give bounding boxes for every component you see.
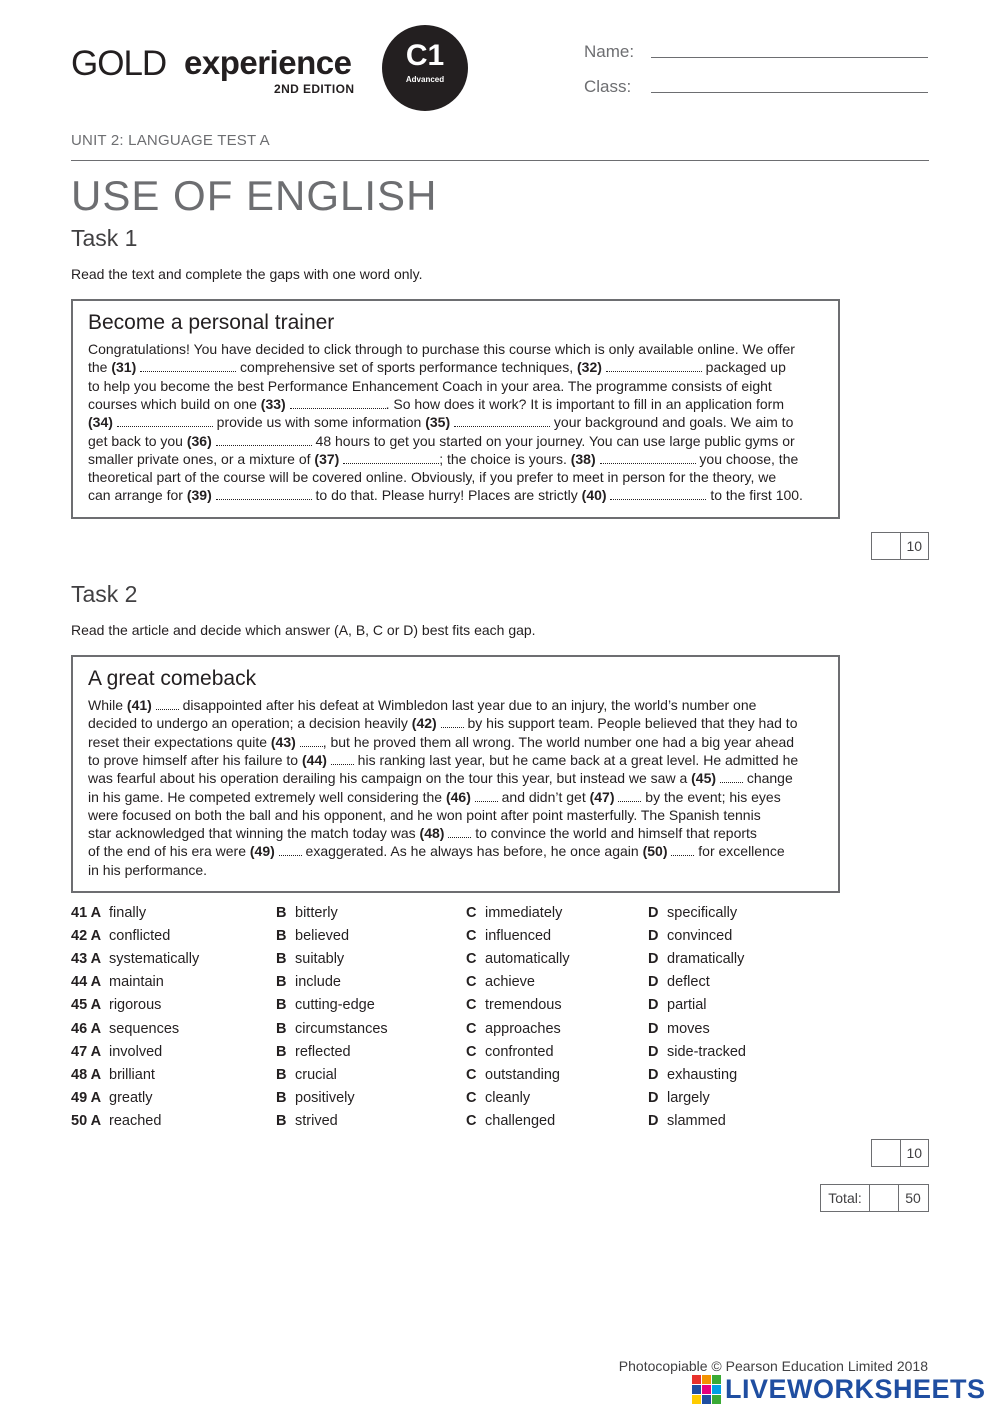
- gap-number: (33): [260, 395, 290, 412]
- task2-passage-line: [88, 843, 785, 859]
- option-a[interactable]: finally: [109, 905, 147, 921]
- option-d[interactable]: [648, 1021, 710, 1037]
- option-letter: D: [648, 997, 659, 1014]
- option-label: [71, 951, 101, 967]
- option-word: specifically: [667, 905, 738, 921]
- passage-text: in his game. He competed extremely well considering the: [88, 788, 446, 805]
- option-letter: B: [276, 928, 287, 945]
- task2-score-max: 10: [900, 1140, 929, 1166]
- option-d[interactable]: [648, 974, 710, 990]
- option-word: exhausting: [667, 1066, 738, 1083]
- option-letter: B: [276, 905, 287, 921]
- task1-passage-line: [88, 341, 795, 357]
- gap-blank[interactable]: [343, 452, 439, 464]
- passage-text: to do that. Please hurry! Places are strictly: [311, 487, 582, 504]
- passage-text: decided to undergo an operation; a decision heavily: [88, 715, 412, 732]
- option-number: 46 A: [71, 1020, 102, 1037]
- option-letter: B: [276, 997, 287, 1014]
- option-a[interactable]: greatly: [109, 1089, 153, 1106]
- liveworksheets-logo-icon: [692, 1375, 721, 1404]
- gap-blank[interactable]: [475, 790, 498, 802]
- logo-block: [692, 1385, 701, 1394]
- option-a[interactable]: sequences: [109, 1020, 180, 1037]
- passage-text: comprehensive set of sports performance techniques,: [236, 359, 577, 376]
- gap-number: (50): [642, 843, 672, 860]
- gap-blank[interactable]: [610, 488, 706, 500]
- option-a[interactable]: brilliant: [109, 1066, 155, 1083]
- option-letter: B: [276, 951, 287, 968]
- option-b[interactable]: [276, 1113, 338, 1129]
- option-b[interactable]: [276, 974, 341, 990]
- option-letter: B: [276, 974, 287, 991]
- option-c[interactable]: [466, 928, 551, 944]
- level-code: C1: [405, 39, 445, 72]
- logo-block: [702, 1385, 711, 1394]
- option-b[interactable]: [276, 951, 344, 967]
- option-word: deflect: [667, 974, 710, 991]
- option-word: bitterly: [295, 905, 338, 921]
- logo-gold: GOLD: [71, 44, 167, 83]
- option-label: [71, 1090, 101, 1106]
- logo-edition: 2ND EDITION: [274, 82, 355, 96]
- option-c[interactable]: [466, 997, 562, 1013]
- passage-text: packaged up: [701, 359, 786, 376]
- gap-blank[interactable]: [300, 735, 323, 747]
- option-letter: C: [466, 1089, 477, 1106]
- liveworksheets-watermark: [692, 1374, 986, 1405]
- gap-blank[interactable]: [140, 360, 236, 372]
- task1-title: Task 1: [71, 225, 138, 251]
- option-word: partial: [667, 997, 707, 1014]
- level-name: Advanced: [405, 75, 445, 84]
- option-word: strived: [295, 1112, 338, 1129]
- option-c[interactable]: [466, 1113, 555, 1129]
- option-c[interactable]: [466, 1090, 530, 1106]
- option-word: moves: [667, 1020, 710, 1037]
- option-letter: B: [276, 1020, 287, 1037]
- option-c[interactable]: [466, 905, 562, 921]
- option-word: influenced: [485, 928, 552, 945]
- task1-passage-line: [88, 451, 798, 467]
- task1-passage-line: [88, 487, 803, 503]
- option-letter: D: [648, 1020, 659, 1037]
- gap-number: (47): [589, 788, 619, 805]
- passage-text: can arrange for: [88, 487, 187, 504]
- passage-text: disappointed after his defeat at Wimbledon last year due to an injury, the world’s number one: [178, 697, 757, 713]
- option-word: side-tracked: [667, 1043, 746, 1060]
- task2-title: Task 2: [71, 581, 138, 607]
- option-word: approaches: [485, 1020, 561, 1037]
- task2-passage-line: [88, 807, 761, 823]
- option-b[interactable]: [276, 928, 349, 944]
- gap-number: (41): [126, 697, 156, 713]
- passage-text: you choose, the: [695, 450, 799, 467]
- gap-blank[interactable]: [216, 488, 312, 500]
- passage-text: by his support team. People believed that they had to: [463, 715, 798, 732]
- task2-passage-line: [88, 789, 781, 805]
- option-number: 47 A: [71, 1043, 102, 1060]
- passage-text: in his performance.: [88, 861, 208, 878]
- option-b[interactable]: [276, 1090, 355, 1106]
- header-divider: [71, 160, 929, 161]
- gap-number: (31): [111, 359, 141, 376]
- option-number: 45 A: [71, 997, 102, 1014]
- gap-blank[interactable]: [720, 771, 743, 783]
- total-score-max: 50: [898, 1185, 927, 1211]
- gap-number: (38): [570, 450, 600, 467]
- gap-number: (35): [425, 414, 455, 431]
- passage-text: While: [88, 697, 127, 713]
- gap-number: (44): [302, 751, 331, 768]
- passage-text: star acknowledged that winning the match today was: [88, 825, 420, 842]
- logo-block: [712, 1395, 721, 1404]
- option-label: [71, 1113, 101, 1129]
- total-score-box: [820, 1184, 929, 1212]
- option-d[interactable]: [648, 951, 744, 967]
- option-word: cleanly: [485, 1089, 531, 1106]
- gap-number: (36): [186, 432, 216, 449]
- task1-score-input[interactable]: [872, 533, 900, 559]
- gap-blank[interactable]: [671, 844, 694, 856]
- option-number: 44 A: [71, 974, 102, 991]
- option-word: convinced: [667, 928, 733, 945]
- passage-text: was fearful about his operation derailing his campaign on the tour this year, but instead we saw a: [88, 770, 692, 787]
- option-word: slammed: [667, 1112, 726, 1129]
- gap-number: (42): [411, 715, 441, 732]
- passage-text: provide us with some information: [212, 414, 426, 431]
- option-number: 49 A: [71, 1089, 102, 1106]
- option-label: [71, 1021, 101, 1037]
- name-label: Name:: [584, 42, 635, 61]
- task1-passage-line: [88, 433, 795, 449]
- section-title: USE OF ENGLISH: [71, 172, 438, 219]
- gap-blank[interactable]: [216, 434, 312, 446]
- logo-block: [712, 1375, 721, 1384]
- gap-blank[interactable]: [279, 844, 302, 856]
- option-label: [71, 974, 101, 990]
- option-b[interactable]: [276, 997, 375, 1013]
- option-letter: C: [466, 928, 477, 945]
- gap-number: (40): [581, 487, 611, 504]
- option-number: 48 A: [71, 1066, 102, 1083]
- option-letter: C: [466, 951, 477, 968]
- logo-block: [692, 1395, 701, 1404]
- option-word: crucial: [295, 1066, 337, 1083]
- task2-passage-line: [88, 862, 207, 878]
- task1-score-box: [871, 532, 929, 560]
- passage-text: to prove himself after his failure to: [88, 751, 302, 768]
- option-a[interactable]: reached: [109, 1112, 162, 1129]
- task2-passage-line: [88, 715, 797, 731]
- task1-text-box: [71, 299, 840, 519]
- option-word: believed: [295, 928, 350, 945]
- option-letter: D: [648, 1043, 659, 1060]
- option-word: reflected: [295, 1043, 351, 1060]
- option-letter: B: [276, 1043, 287, 1060]
- class-label: Class:: [584, 77, 632, 96]
- gap-number: (43): [270, 733, 300, 750]
- level-badge: [382, 25, 468, 111]
- option-a[interactable]: systematically: [109, 951, 200, 968]
- passage-text: to the first 100.: [706, 487, 803, 504]
- passage-text: of the end of his era were: [88, 843, 250, 860]
- option-c[interactable]: [466, 951, 570, 967]
- option-word: automatically: [485, 951, 570, 968]
- option-letter: C: [466, 997, 477, 1014]
- passage-text: change: [742, 770, 793, 787]
- option-word: cutting-edge: [295, 997, 375, 1014]
- gap-number: (39): [186, 487, 216, 504]
- passage-text: to help you become the best Performance Enhancement Coach in your area. The programme consists of eight: [88, 377, 772, 394]
- unit-label: UNIT 2: LANGUAGE TEST A: [71, 132, 270, 149]
- task2-score-input[interactable]: [872, 1140, 900, 1166]
- task2-passage-line: [88, 697, 756, 713]
- passage-text: exaggerated. As he always has before, he once again: [301, 843, 643, 860]
- logo-block: [692, 1375, 701, 1384]
- total-score-input[interactable]: [869, 1185, 898, 1211]
- task2-instruction: Read the article and decide which answer (A, B, C or D) best fits each gap.: [71, 622, 536, 638]
- task2-text-box: [71, 655, 840, 893]
- gap-blank[interactable]: [606, 360, 702, 372]
- option-letter: C: [466, 905, 477, 921]
- option-letter: D: [648, 1112, 659, 1129]
- passage-text: theoretical part of the course will be covered online. Obviously, if you prefer to meet in person for the theory, we: [88, 469, 777, 486]
- option-letter: D: [648, 1066, 659, 1083]
- passage-text: Congratulations! You have decided to click through to purchase this course which is only available online. We offer: [88, 341, 795, 357]
- passage-text: courses which build on one: [88, 395, 261, 412]
- passage-text: the: [88, 359, 112, 376]
- gap-blank[interactable]: [117, 415, 213, 427]
- option-number: 43 A: [71, 951, 102, 968]
- option-label: [71, 1044, 101, 1060]
- option-letter: D: [648, 951, 659, 968]
- option-letter: D: [648, 1089, 659, 1106]
- gap-number: (32): [577, 359, 606, 376]
- option-number: 50 A: [71, 1112, 102, 1129]
- option-letter: B: [276, 1089, 287, 1106]
- gap-number: (49): [249, 843, 279, 860]
- task2-score-box: [871, 1139, 929, 1167]
- option-letter: C: [466, 1043, 477, 1060]
- option-d[interactable]: [648, 928, 732, 944]
- option-word: include: [295, 974, 341, 991]
- gap-number: (45): [691, 770, 720, 787]
- task1-passage-line: [88, 414, 793, 430]
- passage-text: . So how does it work? It is important to fill in an application form: [385, 395, 784, 412]
- name-field[interactable]: [651, 57, 928, 58]
- option-a[interactable]: conflicted: [109, 928, 171, 945]
- option-d[interactable]: [648, 1113, 726, 1129]
- option-d[interactable]: [648, 905, 737, 921]
- passage-text: 48 hours to get you started on your journey. You can use large public gyms or: [311, 432, 795, 449]
- option-c[interactable]: [466, 974, 535, 990]
- option-letter: D: [648, 905, 659, 921]
- option-c[interactable]: [466, 1044, 554, 1060]
- passage-text: reset their expectations quite: [88, 733, 271, 750]
- gap-blank[interactable]: [156, 698, 179, 710]
- copyright: Photocopiable © Pearson Education Limited 2018: [618, 1358, 928, 1374]
- option-word: challenged: [485, 1112, 556, 1129]
- gap-blank[interactable]: [618, 790, 641, 802]
- task1-instruction: Read the text and complete the gaps with one word only.: [71, 266, 423, 282]
- task2-passage-line: [88, 734, 794, 750]
- option-b[interactable]: [276, 905, 338, 921]
- option-word: confronted: [485, 1043, 554, 1060]
- gap-number: (48): [419, 825, 449, 842]
- task1-passage-line: [88, 396, 784, 412]
- option-word: outstanding: [485, 1066, 560, 1083]
- task1-box-title: Become a personal trainer: [88, 311, 335, 334]
- task1-passage-line: [88, 359, 786, 375]
- passage-text: your background and goals. We aim to: [550, 414, 794, 431]
- option-number: 41 A: [71, 905, 102, 921]
- option-letter: B: [276, 1066, 287, 1083]
- passage-text: ; the choice is yours.: [439, 450, 571, 467]
- option-word: tremendous: [485, 997, 562, 1014]
- option-c[interactable]: [466, 1021, 561, 1037]
- option-letter: C: [466, 1066, 477, 1083]
- task1-score-max: 10: [900, 533, 929, 559]
- task1-passage-line: [88, 469, 776, 485]
- gap-number: (34): [88, 414, 117, 431]
- option-word: dramatically: [667, 951, 745, 968]
- passage-text: were focused on both the ball and his opponent, and he won point after point masterfully. The Spanish tennis: [88, 806, 761, 823]
- option-label: [71, 928, 101, 944]
- option-label: [71, 1067, 101, 1083]
- gap-blank[interactable]: [290, 397, 386, 409]
- task2-passage-line: [88, 752, 798, 768]
- gap-blank[interactable]: [331, 753, 354, 765]
- task2-passage-line: [88, 825, 757, 841]
- option-c[interactable]: [466, 1067, 560, 1083]
- logo-block: [712, 1385, 721, 1394]
- liveworksheets-text: LIVEWORKSHEETS: [725, 1374, 986, 1404]
- option-word: suitably: [295, 951, 345, 968]
- option-word: achieve: [485, 974, 535, 991]
- option-a[interactable]: involved: [109, 1043, 163, 1060]
- option-a[interactable]: maintain: [109, 974, 164, 991]
- gap-blank[interactable]: [454, 415, 550, 427]
- gap-blank[interactable]: [441, 716, 464, 728]
- gap-blank[interactable]: [448, 826, 471, 838]
- logo-block: [702, 1375, 711, 1384]
- option-label: [71, 905, 101, 921]
- passage-text: by the event; his eyes: [641, 788, 781, 805]
- task2-passage-line: [88, 770, 793, 786]
- option-b[interactable]: [276, 1067, 337, 1083]
- passage-text: for excellence: [694, 843, 785, 860]
- passage-text: smaller private ones, or a mixture of: [88, 450, 315, 467]
- passage-text: his ranking last year, but he came back at a great level. He admitted he: [353, 751, 799, 768]
- total-label: Total:: [828, 1190, 862, 1206]
- option-d[interactable]: [648, 1090, 710, 1106]
- gap-number: (37): [314, 450, 344, 467]
- option-word: positively: [295, 1089, 355, 1106]
- option-word: largely: [667, 1089, 710, 1106]
- option-word: immediately: [485, 905, 563, 921]
- logo-experience: experience: [184, 44, 352, 81]
- option-letter: B: [276, 1112, 287, 1129]
- gap-number: (46): [445, 788, 475, 805]
- task1-passage-line: [88, 378, 772, 394]
- option-letter: C: [466, 1112, 477, 1129]
- passage-text: to convince the world and himself that reports: [471, 825, 757, 842]
- option-letter: C: [466, 1020, 477, 1037]
- option-letter: C: [466, 974, 477, 991]
- option-d[interactable]: [648, 997, 707, 1013]
- passage-text: get back to you: [88, 432, 187, 449]
- gap-blank[interactable]: [600, 452, 696, 464]
- option-letter: D: [648, 928, 659, 945]
- option-b[interactable]: [276, 1021, 388, 1037]
- option-d[interactable]: [648, 1067, 737, 1083]
- passage-text: and didn’t get: [497, 788, 590, 805]
- option-d[interactable]: [648, 1044, 746, 1060]
- option-letter: D: [648, 974, 659, 991]
- class-field[interactable]: [651, 92, 928, 93]
- passage-text: , but he proved them all wrong. The world number one had a big year ahead: [322, 733, 795, 750]
- option-a[interactable]: rigorous: [109, 997, 162, 1014]
- logo-block: [702, 1395, 711, 1404]
- option-label: [71, 997, 101, 1013]
- task2-box-title: A great comeback: [88, 667, 257, 690]
- option-b[interactable]: [276, 1044, 351, 1060]
- option-word: circumstances: [295, 1020, 388, 1037]
- option-number: 42 A: [71, 928, 102, 945]
